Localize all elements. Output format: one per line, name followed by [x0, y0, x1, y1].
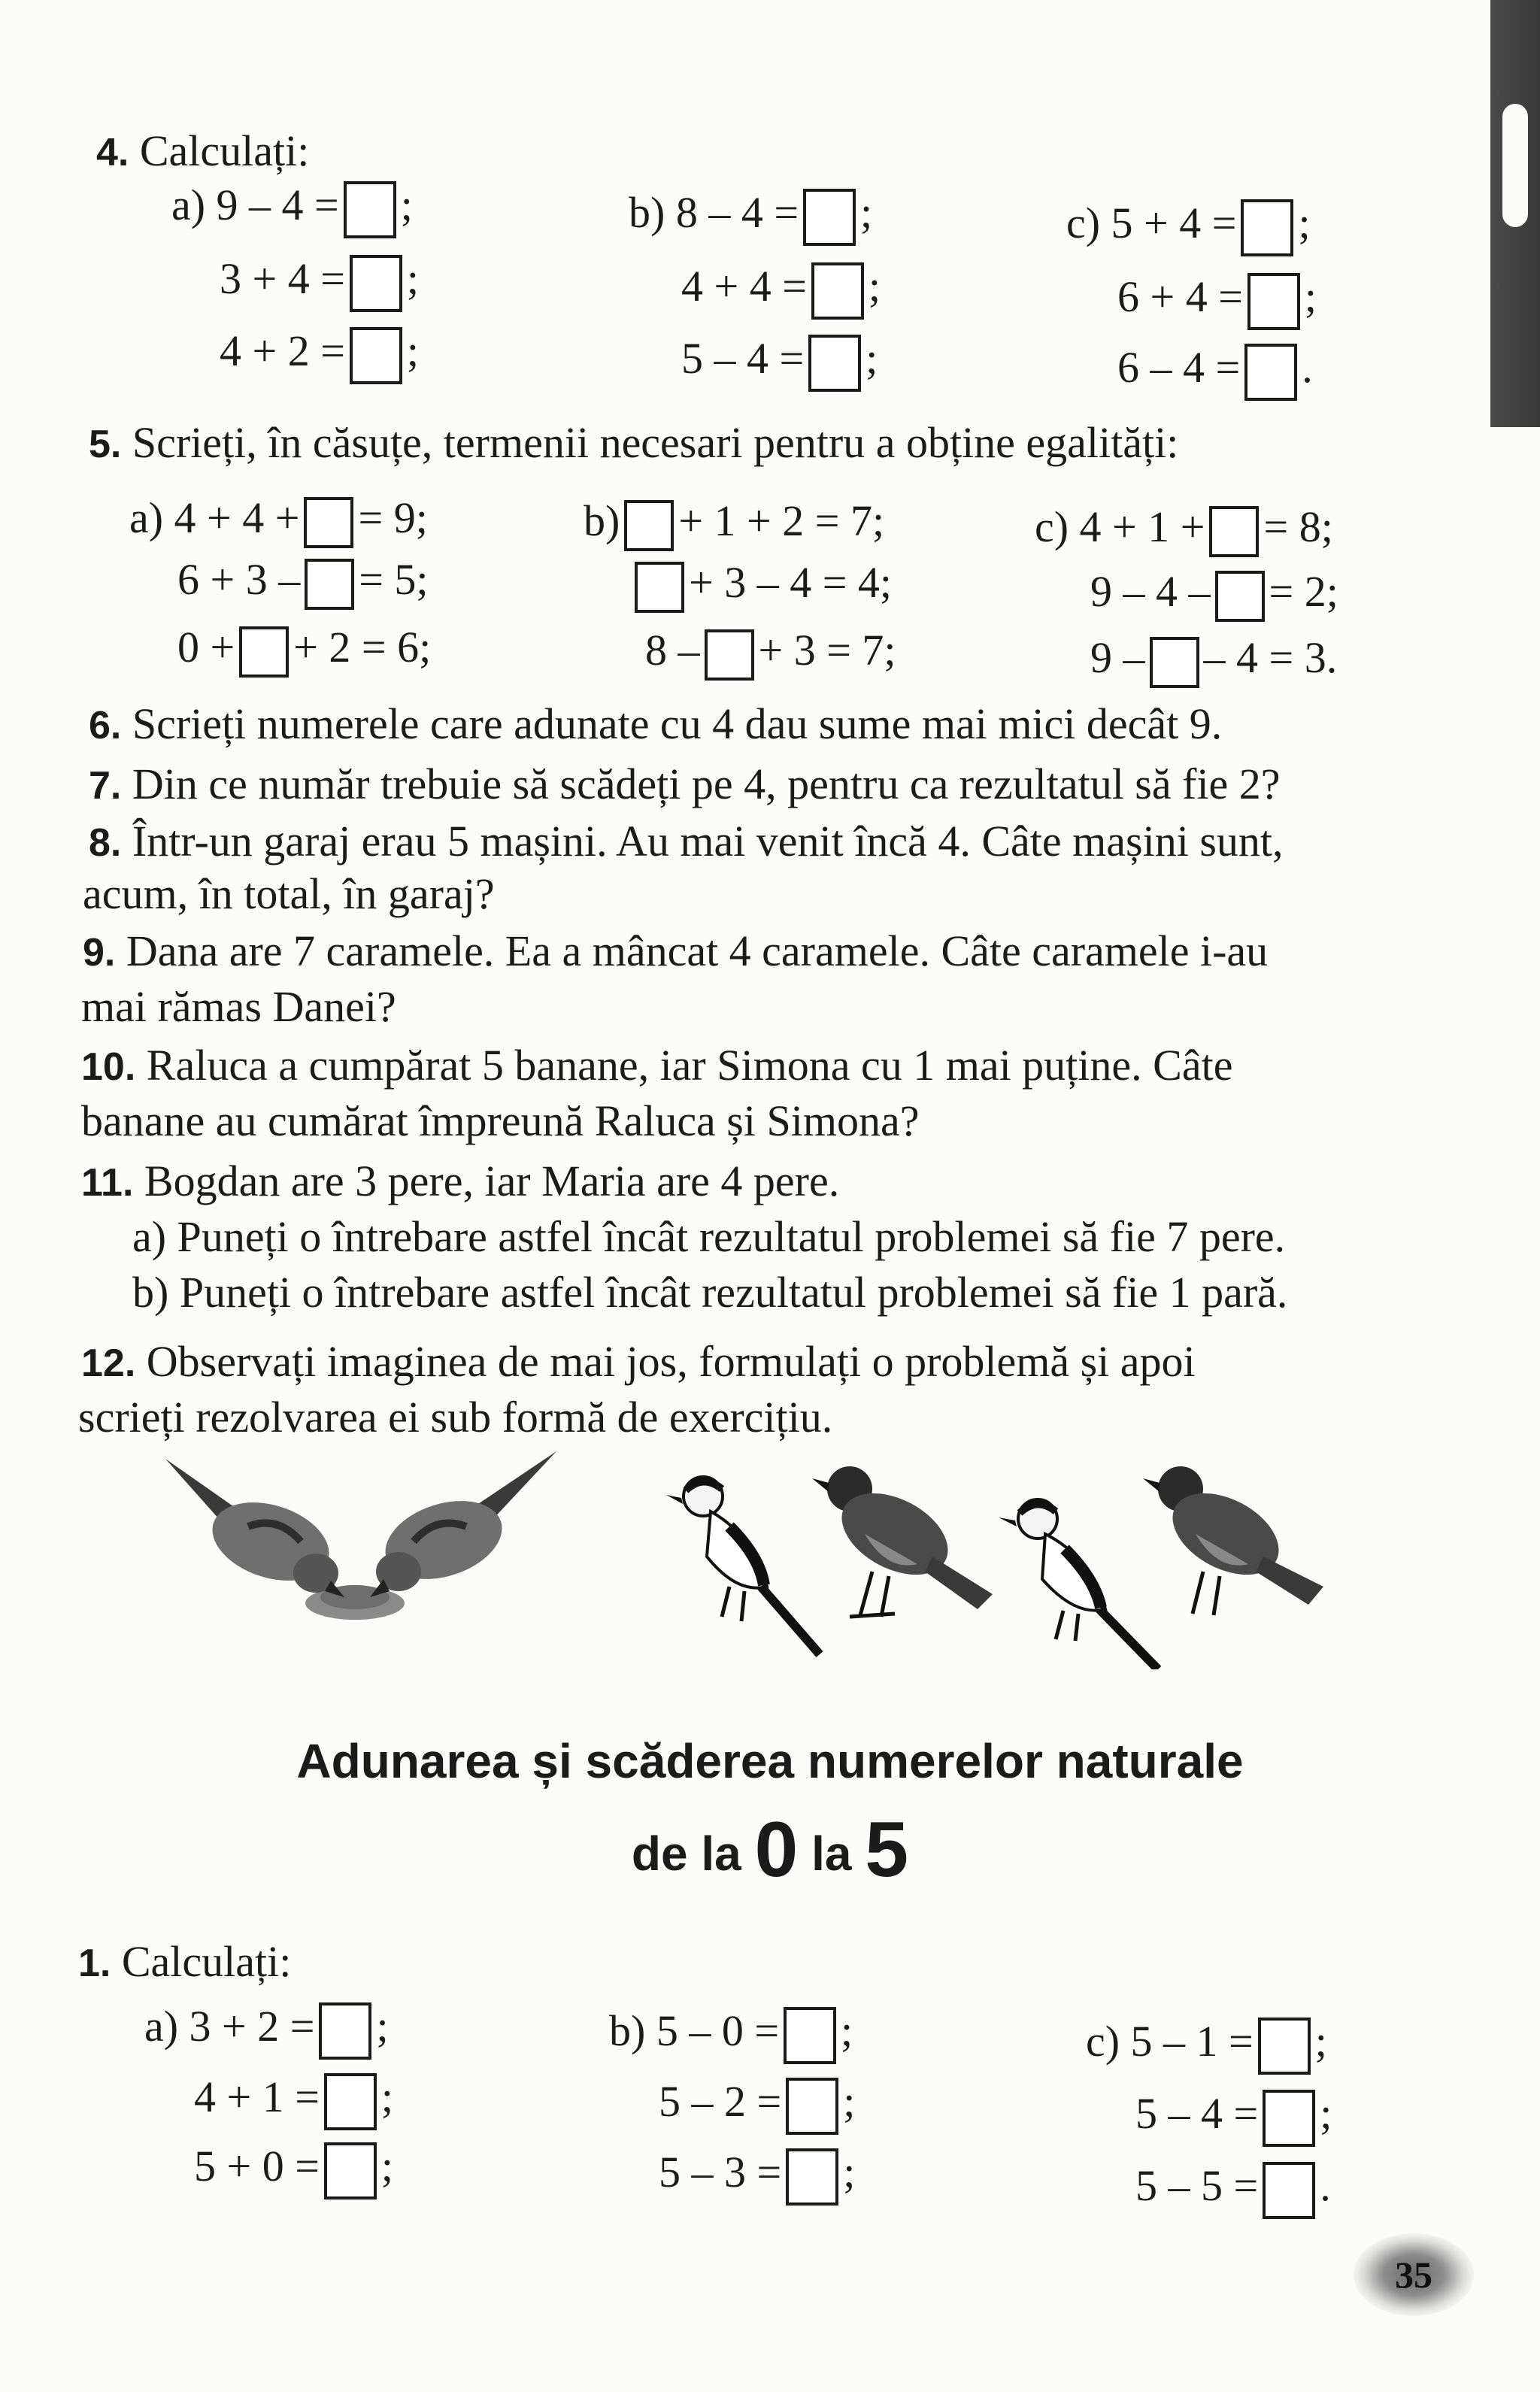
ex4-c3: 6 – 4 = . [1117, 341, 1313, 401]
answer-box[interactable] [1263, 2090, 1315, 2147]
ex11-a: a) Puneți o întrebare astfel încât rezultatul problemei să fie 7 pere. [132, 1212, 1286, 1261]
answer-box[interactable] [1209, 506, 1259, 557]
ex11-b: b) Puneți o întrebare astfel încât rezultatul problemei să fie 1 pară. [132, 1268, 1288, 1317]
answer-box[interactable] [786, 2078, 838, 2135]
sparrow-right [370, 1451, 556, 1597]
section-title: Adunarea și scăderea numerelor naturale [296, 1734, 1244, 1788]
ex12: 12. Observați imaginea de mai jos, formulați o problemă și apoi [81, 1337, 1196, 1386]
ex4-c1: c) 5 + 4 = ; [1066, 197, 1311, 256]
ex4-heading [96, 126, 309, 177]
answer-box[interactable] [324, 2073, 377, 2130]
answer-box[interactable] [1150, 637, 1199, 688]
ex5-b3: 8 – + 3 = 7; [645, 624, 896, 681]
ex4-label: 4. [96, 131, 129, 174]
answer-box[interactable] [811, 262, 864, 320]
ex5-title: Scrieți, în căsuțe, termenii necesari pentru a obține egalități: [132, 418, 1179, 467]
ex1-c1: c) 5 – 1 = ; [1086, 2015, 1327, 2075]
ex1-b3: 5 – 3 = ; [659, 2146, 855, 2206]
ex4-a2: 3 + 4 = ; [220, 253, 419, 312]
answer-box[interactable] [350, 327, 402, 384]
answer-box[interactable] [350, 255, 402, 312]
ex7-text: Din ce număr trebuie să scădeți pe 4, pentru ca rezultatul să fie 2? [132, 759, 1281, 808]
ex10: 10. Raluca a cumpărat 5 banane, iar Simona cu 1 mai puține. Câte [81, 1041, 1233, 1090]
ex5-c2: 9 – 4 – = 2; [1090, 565, 1338, 622]
ex5-a3: 0 + + 2 = 6; [177, 621, 431, 678]
page-number: 35 [1354, 2233, 1474, 2316]
answer-box[interactable] [1258, 2018, 1311, 2075]
page-edge-tab [1490, 0, 1540, 427]
ex8: 8. Într-un garaj erau 5 mașini. Au mai venit încă 4. Câte mașini sunt, [89, 817, 1284, 866]
ex8-line2: acum, în total, în garaj? [83, 869, 495, 918]
ex1-heading [78, 1937, 291, 1988]
ex5-label: 5. [89, 423, 122, 466]
answer-box[interactable] [784, 2007, 836, 2064]
ex4-b3: 5 – 4 = ; [681, 332, 878, 392]
ex11: 11. Bogdan are 3 pere, iar Maria are 4 pere. [81, 1157, 840, 1205]
section-subtitle: de la 0 la 5 [631, 1806, 909, 1893]
ex5-c3: 9 – – 4 = 3. [1090, 632, 1337, 688]
answer-box[interactable] [1244, 344, 1297, 401]
answer-box[interactable] [305, 559, 354, 610]
ex5-b2: + 3 – 4 = 4; [630, 556, 892, 613]
ex4-title: Calculați: [139, 126, 310, 175]
answer-box[interactable] [1215, 571, 1265, 622]
ex10-line1: Raluca a cumpărat 5 banane, iar Simona cu 1 mai puține. Câte [146, 1041, 1233, 1090]
ex11-text: Bogdan are 3 pere, iar Maria are 4 pere. [144, 1157, 840, 1205]
ex1-c2: 5 – 4 = ; [1135, 2087, 1332, 2147]
answer-box[interactable] [1247, 273, 1300, 330]
birds-illustration [150, 1444, 1369, 1669]
ex4-c2: 6 + 4 = ; [1117, 271, 1317, 330]
ex5-a2: 6 + 3 – = 5; [177, 553, 429, 610]
ex1-title: Calculați: [121, 1937, 292, 1986]
ex12-line1: Observați imaginea de mai jos, formulați o problemă și apoi [146, 1337, 1196, 1386]
answer-box[interactable] [1241, 199, 1293, 256]
ex4-a1: a) 9 – 4 = ; [171, 179, 413, 238]
sparrow-left [165, 1459, 344, 1597]
answer-box[interactable] [624, 500, 674, 551]
wagtail-2 [999, 1499, 1158, 1669]
ex5-b1: b) + 1 + 2 = 7; [584, 495, 884, 551]
ex5-c1: c) 4 + 1 + = 8; [1035, 501, 1333, 557]
answer-box[interactable] [1263, 2162, 1315, 2219]
ex4-a3: 4 + 2 = ; [220, 325, 419, 384]
answer-box[interactable] [319, 2002, 371, 2060]
ex1-c3: 5 – 5 = . [1135, 2160, 1331, 2219]
robin-2 [1143, 1466, 1323, 1615]
answer-box[interactable] [344, 181, 396, 238]
ex8-line1: Într-un garaj erau 5 mașini. Au mai venit încă 4. Câte mașini sunt, [132, 817, 1284, 866]
ex1-label: 1. [78, 1942, 111, 1985]
answer-box[interactable] [635, 562, 684, 613]
answer-box[interactable] [324, 2142, 377, 2199]
ex12-line2: scrieți rezolvarea ei sub formă de exercițiu. [78, 1393, 833, 1442]
ex6: 6. Scrieți numerele care adunate cu 4 dau sume mai mici decât 9. [89, 699, 1223, 748]
answer-box[interactable] [239, 626, 289, 678]
ex9-line2: mai rămas Danei? [81, 982, 396, 1031]
ex1-b2: 5 – 2 = ; [659, 2075, 855, 2135]
answer-box[interactable] [304, 497, 353, 548]
ex7: 7. Din ce număr trebuie să scădeți pe 4, pentru ca rezultatul să fie 2? [89, 759, 1281, 808]
answer-box[interactable] [705, 629, 754, 681]
ex4-b2: 4 + 4 = ; [681, 260, 881, 320]
robin-1 [812, 1466, 993, 1617]
ex1-a2: 4 + 1 = ; [194, 2071, 393, 2130]
ex1-a3: 5 + 0 = ; [194, 2140, 393, 2199]
ex4-b1: b) 8 – 4 = ; [629, 186, 872, 246]
answer-box[interactable] [808, 335, 861, 392]
ex6-text: Scrieți numerele care adunate cu 4 dau sume mai mici decât 9. [132, 699, 1223, 748]
answer-box[interactable] [786, 2148, 838, 2206]
ex9: 9. Dana are 7 caramele. Ea a mâncat 4 caramele. Câte caramele i-au [83, 926, 1269, 975]
ex9-line1: Dana are 7 caramele. Ea a mâncat 4 caramele. Câte caramele i-au [126, 926, 1269, 975]
answer-box[interactable] [803, 189, 856, 246]
ex1-b1: b) 5 – 0 = ; [609, 2005, 853, 2064]
ex1-a1: a) 3 + 2 = ; [144, 2000, 389, 2060]
ex10-line2: banane au cumărat împreună Raluca și Simona? [81, 1096, 920, 1145]
wagtail-1 [666, 1477, 820, 1654]
ex5-a1: a) 4 + 4 + = 9; [129, 492, 428, 548]
ex5-heading [89, 418, 1178, 469]
